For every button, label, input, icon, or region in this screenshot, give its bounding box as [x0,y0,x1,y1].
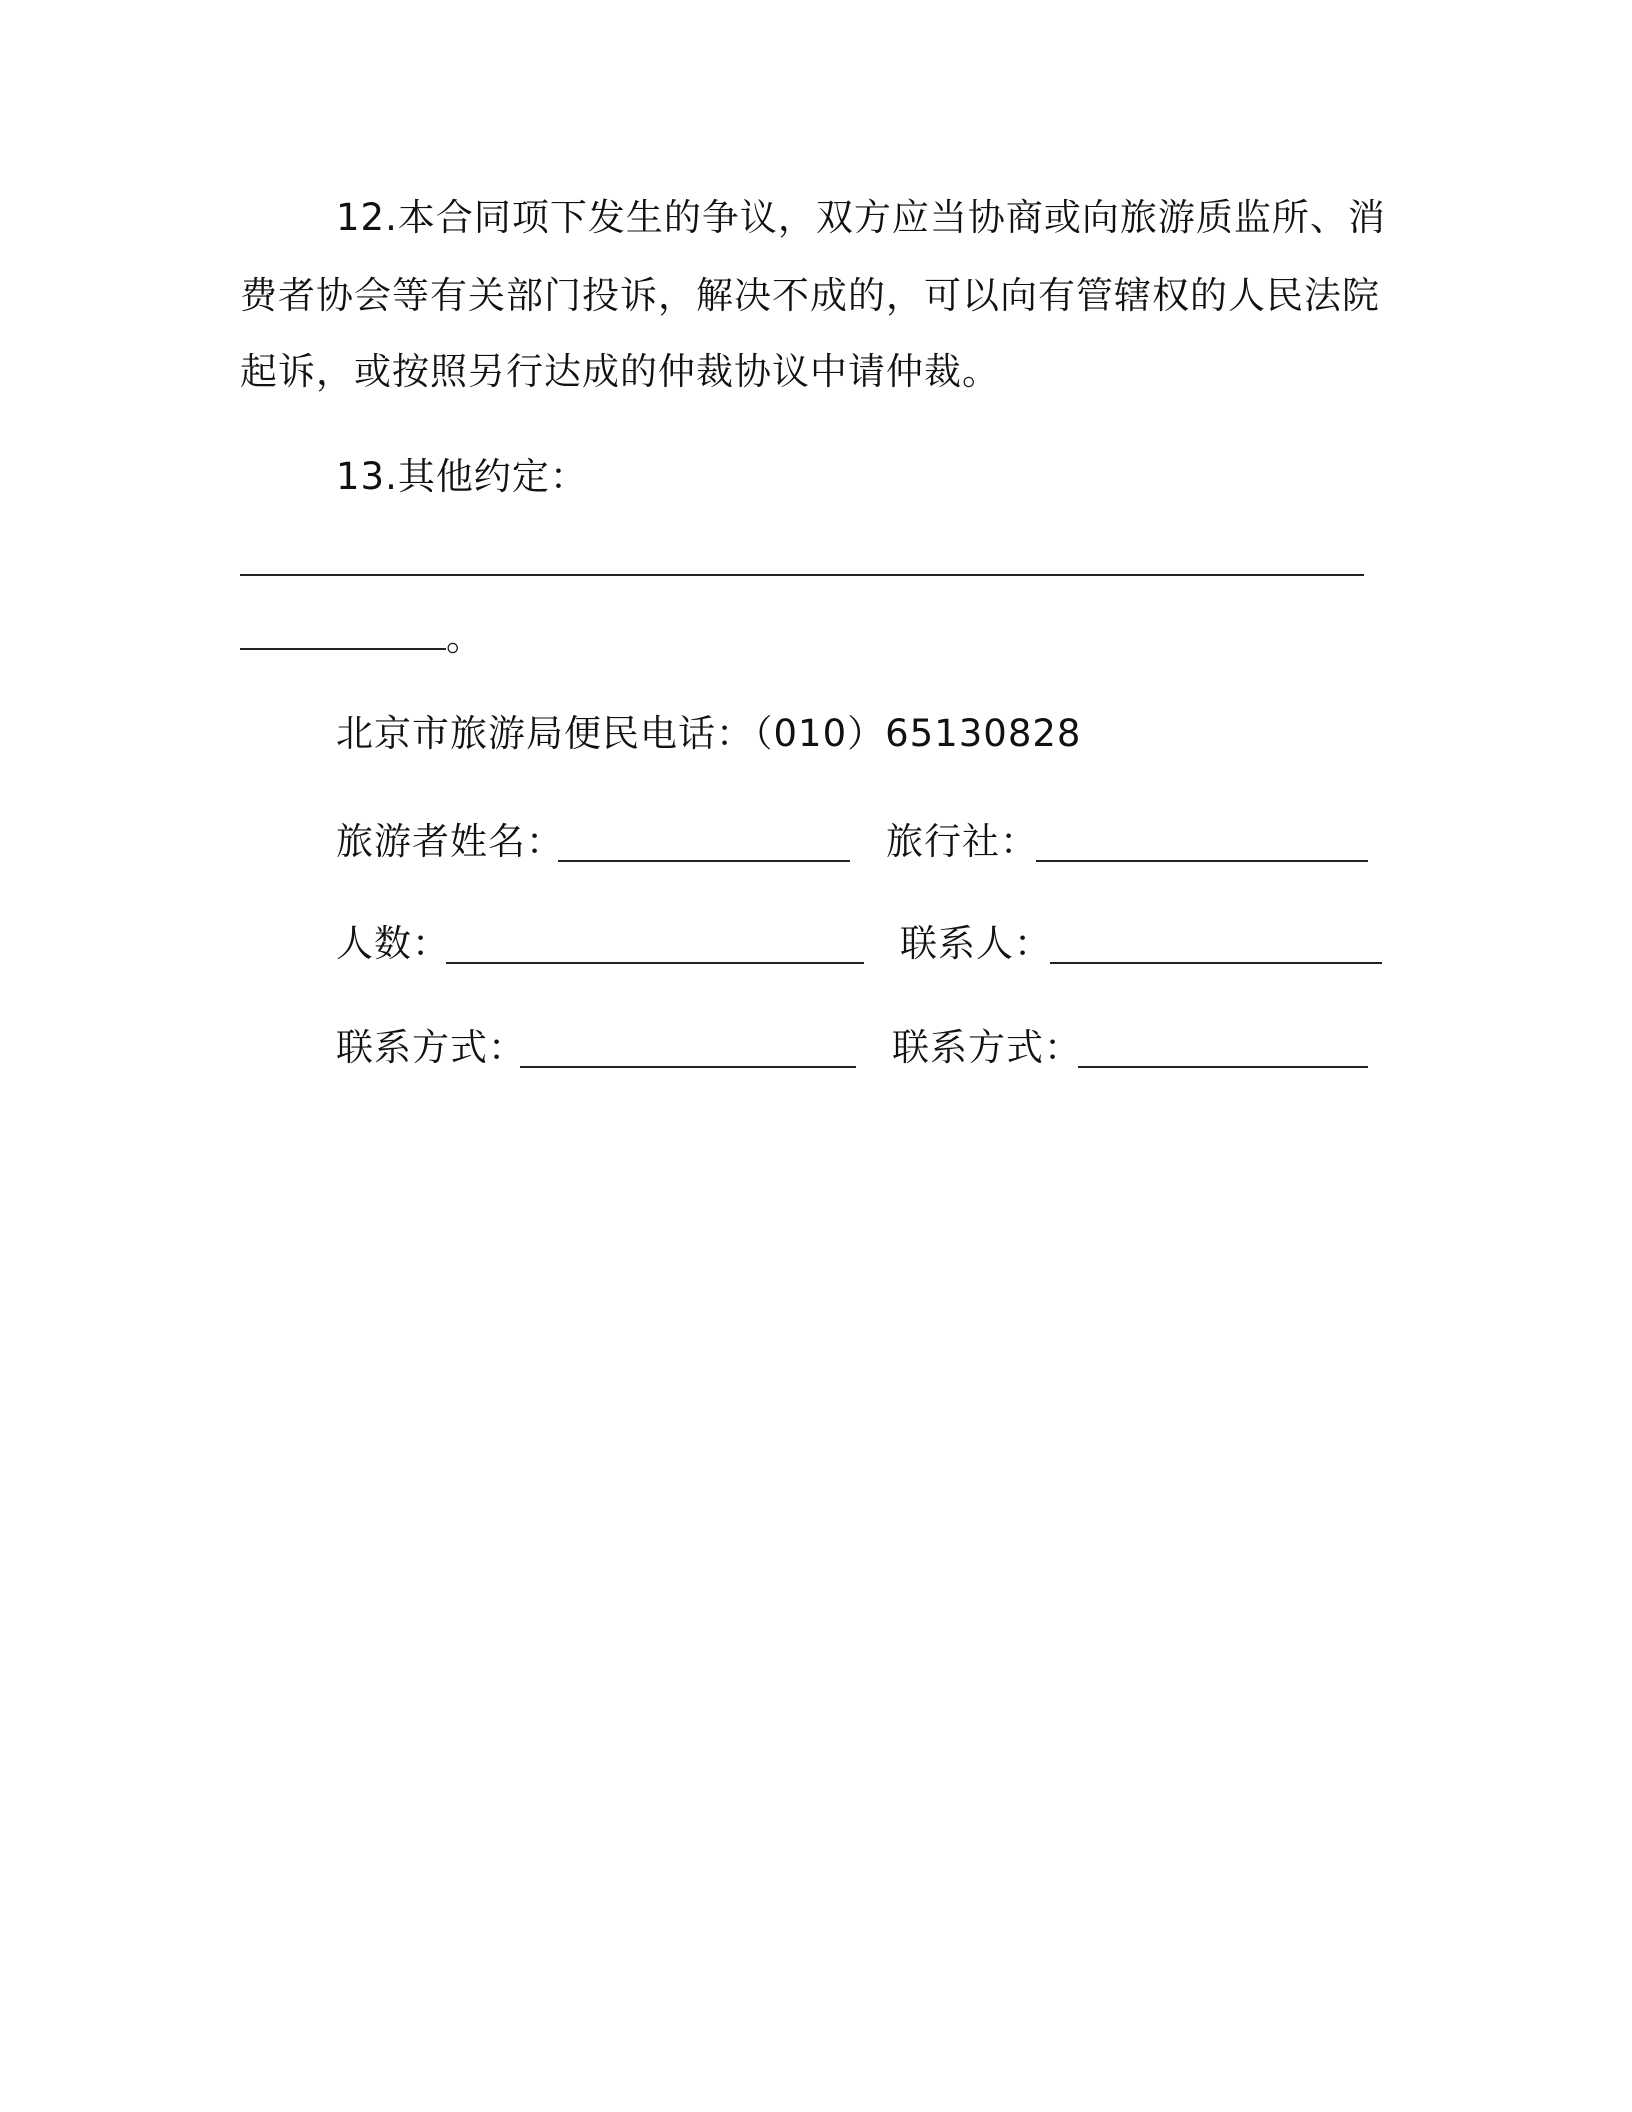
clause-12-line-1: 12.本合同项下发生的争议，双方应当协商或向旅游质监所、消 [336,196,1386,239]
contact-method-label-left: 联系方式： [336,1026,526,1069]
contact-person-label: 联系人： [900,922,1052,965]
clause-13-label: 13.其他约定： [336,455,588,498]
contact-method-field-left[interactable] [520,1066,856,1068]
tourism-bureau-hotline: 北京市旅游局便民电话：（010）65130828 [336,712,1082,755]
other-terms-blank-line-2[interactable] [240,648,446,650]
contact-method-field-right[interactable] [1078,1066,1368,1068]
tourist-name-field[interactable] [558,860,850,862]
headcount-label: 人数： [336,922,450,965]
headcount-field[interactable] [446,962,864,964]
contact-person-field[interactable] [1050,962,1382,964]
other-terms-blank-line-1[interactable] [240,574,1364,576]
contact-method-label-right: 联系方式： [892,1026,1082,1069]
clause-12-line-2: 费者协会等有关部门投诉，解决不成的，可以向有管辖权的人民法院 [240,274,1380,317]
travel-agency-label: 旅行社： [886,820,1038,863]
clause-12-line-3: 起诉，或按照另行达成的仲裁协议中请仲裁。 [240,350,1000,393]
other-terms-end-mark: 。 [446,616,483,659]
travel-agency-field[interactable] [1036,860,1368,862]
tourist-name-label: 旅游者姓名： [336,820,564,863]
